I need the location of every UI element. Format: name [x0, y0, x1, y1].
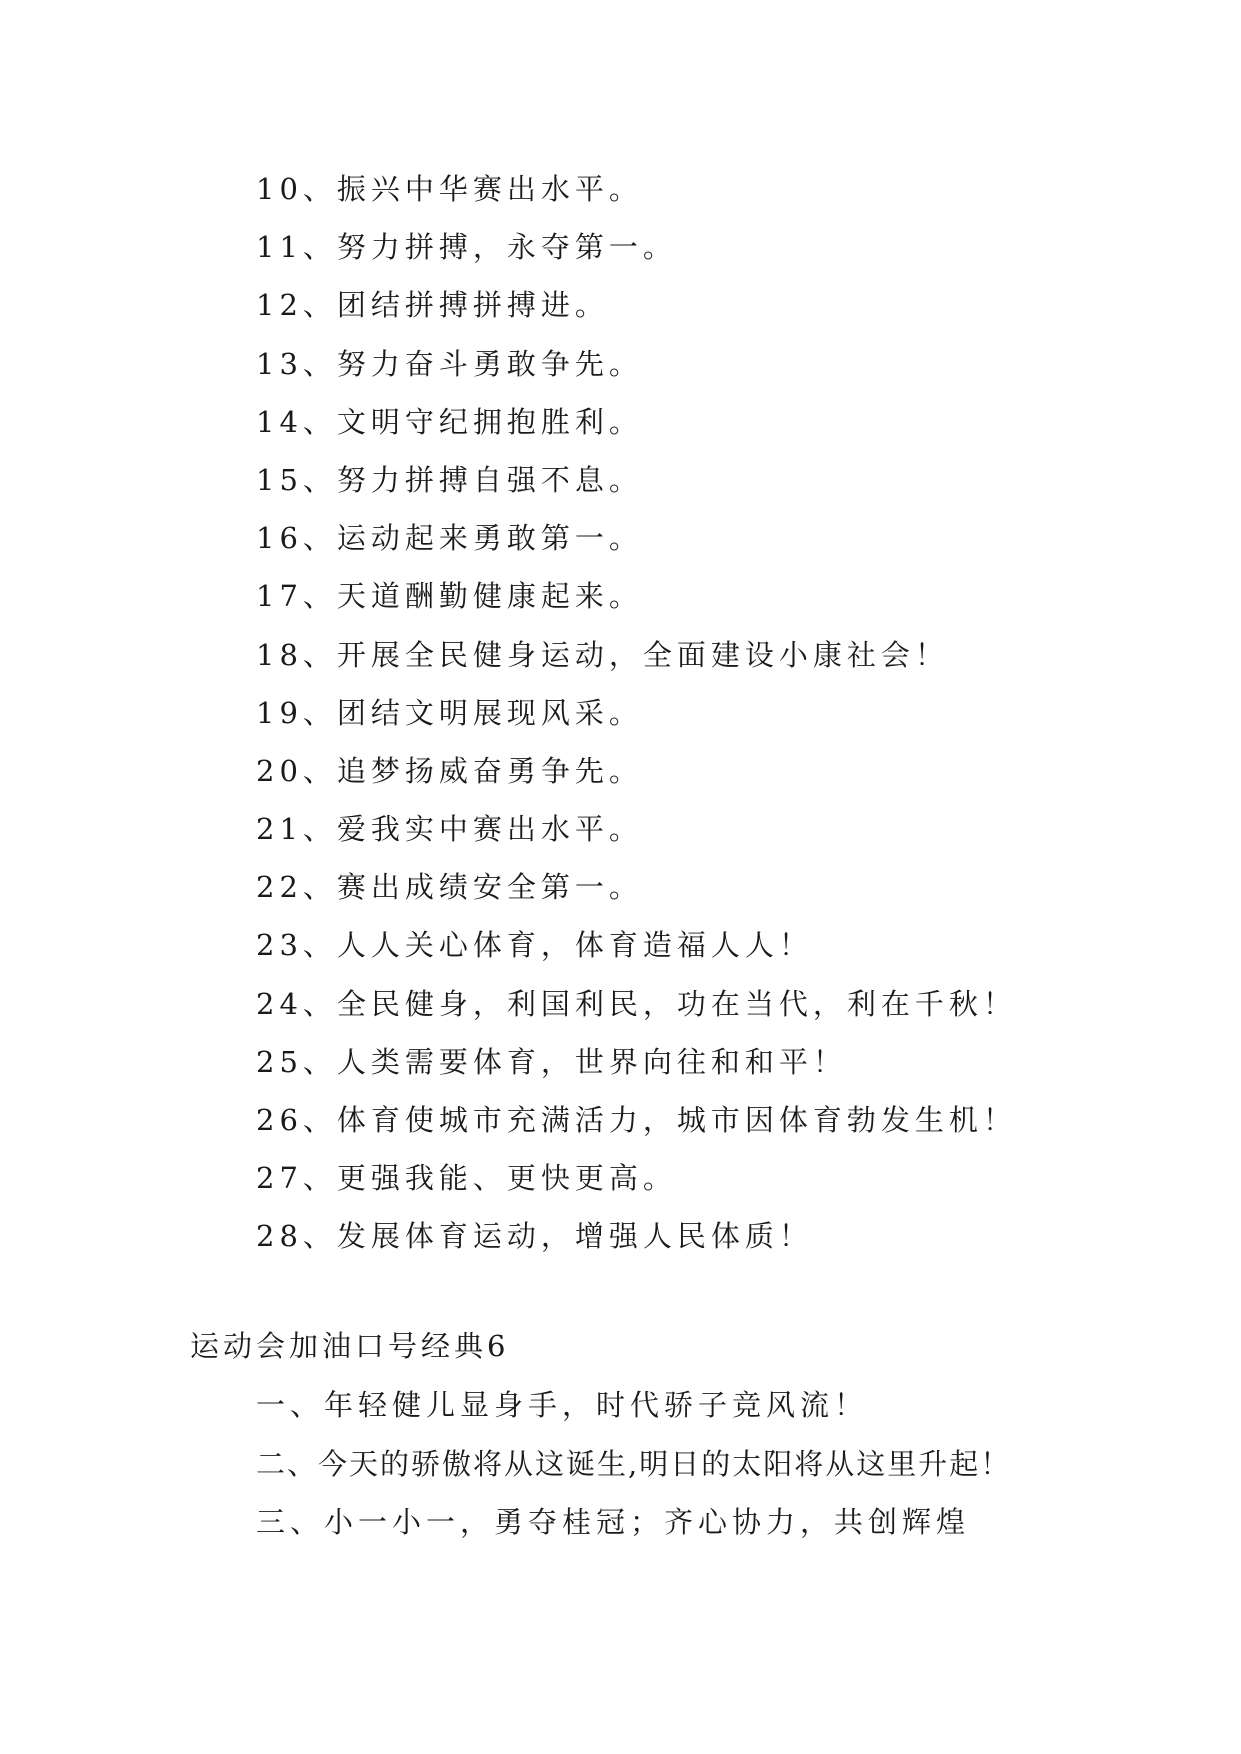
section-slogan-item: 三、小一小一，勇夺桂冠；齐心协力，共创辉煌: [256, 1505, 971, 1539]
slogan-item: 15、努力拼搏自强不息。: [256, 462, 643, 497]
slogan-item: 21、爱我实中赛出水平。: [256, 812, 643, 847]
slogan-item: 11、努力拼搏，永夺第一。: [256, 230, 677, 265]
slogan-item: 23、人人关心体育，体育造福人人！: [256, 928, 813, 963]
slogan-item: 17、天道酬勤健康起来。: [256, 579, 643, 614]
slogan-item: 20、追梦扬威奋勇争先。: [256, 753, 643, 788]
slogan-item: 12、团结拼搏拼搏进。: [256, 288, 609, 323]
slogan-item: 18、开展全民健身运动，全面建设小康社会！: [256, 637, 949, 672]
slogan-item: 19、团结文明展现风采。: [256, 695, 643, 730]
slogan-item: 28、发展体育运动，增强人民体质！: [256, 1219, 813, 1254]
slogan-item: 16、运动起来勇敢第一。: [256, 521, 643, 556]
slogan-list: [256, 160, 1017, 1266]
slogan-item: 24、全民健身，利国利民，功在当代，利在千秋！: [256, 986, 1017, 1021]
slogan-item: 14、文明守纪拥抱胜利。: [256, 404, 643, 439]
slogan-item: 10、振兴中华赛出水平。: [256, 172, 643, 206]
section-slogan-list: [256, 1376, 1011, 1552]
section-slogan-item: 一、年轻健儿显身手，时代骄子竞风流！: [256, 1388, 869, 1422]
slogan-item: 25、人类需要体育，世界向往和和平！: [256, 1044, 847, 1079]
slogan-item: 27、更强我能、更快更高。: [256, 1161, 677, 1196]
section-heading: 运动会加油口号经典6: [190, 1329, 510, 1363]
section-slogan-item: 二、今天的骄傲将从这诞生,明日的太阳将从这里升起！: [256, 1446, 1012, 1481]
slogan-item: 22、赛出成绩安全第一。: [256, 870, 643, 905]
slogan-item: 26、体育使城市充满活力，城市因体育勃发生机！: [256, 1103, 1017, 1137]
slogan-item: 13、努力奋斗勇敢争先。: [256, 346, 643, 381]
